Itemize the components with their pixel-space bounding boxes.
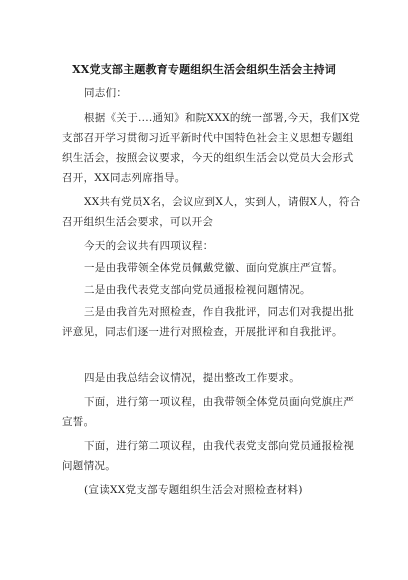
paragraph-attendance: XX共有党员X名，会议应到X人，实到人，请假X人，符合召开组织生活会要求，可以开会 [62,196,361,228]
document-title: XX党支部主题教育专题组织生活会组织生活会主持词 [72,63,336,76]
paragraph-reading-note: (宣读XX党支部专题组织生活会对照检查材料) [84,484,303,496]
paragraph-greeting: 同志们： [84,87,128,99]
paragraph-step-2: 下面，进行第二项议程，由我代表党支部向党员通报检视问题情况。 [62,440,354,472]
paragraph-agenda-item-2: 二是由我代表党支部向党员通报检视问题情况。 [84,284,311,296]
paragraph-intro: 根据《关于....通知》和院XXX的统一部署,今天，我们X党支部召开学习贯彻习近平新时代中国特色社会主义思想专题组织生活会，按照会议要求，今天的组织生活会以党员大会形式召开，XX同志列席指导。 [62,112,361,184]
paragraph-agenda-intro: 今天的会议共有四项议程： [84,240,214,252]
paragraph-agenda-item-1: 一是由我带领全体党员佩戴党徽、面向党旗庄严宣誓。 [84,262,344,274]
paragraph-agenda-item-3: 三是由我首先对照检查，作自我批评，同志们对我提出批评意见，同志们逐一进行对照检查，开展批评和自我批评。 [62,306,354,338]
paragraph-step-1: 下面，进行第一项议程，由我带领全体党员面向党旗庄严宣誓。 [62,396,354,428]
paragraph-agenda-item-4: 四是由我总结会议情况，提出整改工作要求。 [84,372,300,384]
